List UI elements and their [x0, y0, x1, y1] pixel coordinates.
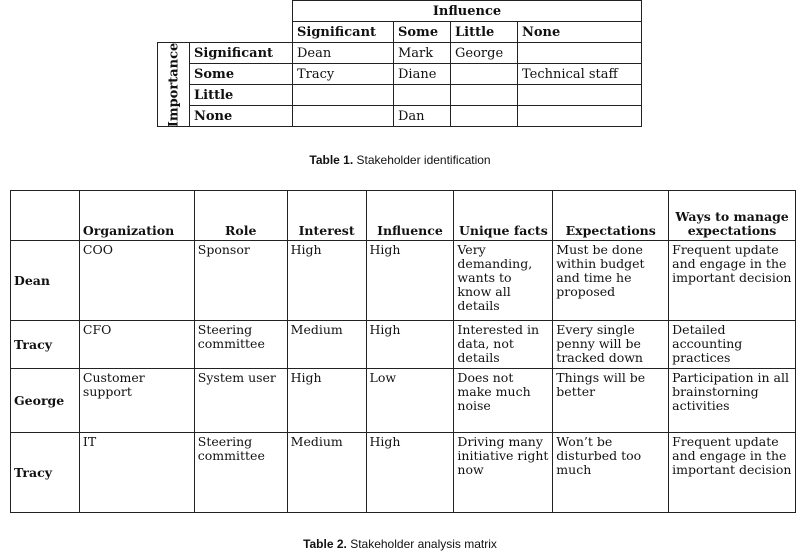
influence-col-none: None — [518, 22, 642, 43]
table-cell: IT — [79, 433, 194, 513]
table-cell: COO — [79, 241, 194, 321]
table-cell: High — [366, 321, 454, 369]
table-cell — [451, 64, 518, 85]
table-cell: Tracy — [293, 64, 394, 85]
importance-row-label: Significant — [190, 43, 293, 64]
table-row — [11, 241, 796, 321]
column-header: Expectations — [553, 191, 669, 241]
table-cell: System user — [194, 369, 287, 433]
table-row — [158, 64, 642, 85]
table2-caption: Table 2. Stakeholder analysis matrix — [303, 537, 497, 551]
table-cell: Mark — [394, 43, 451, 64]
table-cell: Does not make much noise — [454, 369, 553, 433]
table-row — [11, 321, 796, 369]
table-cell: Customer support — [79, 369, 194, 433]
table-cell: High — [366, 433, 454, 513]
table-cell: Dean — [293, 43, 394, 64]
influence-col-some: Some — [394, 22, 451, 43]
influence-col-little: Little — [451, 22, 518, 43]
stakeholder-name: Dean — [11, 241, 80, 321]
column-header — [11, 191, 80, 241]
stakeholder-name: Tracy — [11, 433, 80, 513]
column-header: Role — [194, 191, 287, 241]
table-cell: Participation in all brainstorning activities — [669, 369, 796, 433]
table-cell: High — [366, 241, 454, 321]
table-cell: High — [287, 369, 366, 433]
table-cell: Interested in data, not details — [454, 321, 553, 369]
table-cell — [518, 43, 642, 64]
column-header: Interest — [287, 191, 366, 241]
header-row — [11, 191, 796, 241]
stakeholder-name: George — [11, 369, 80, 433]
table-cell: Sponsor — [194, 241, 287, 321]
table-cell: George — [451, 43, 518, 64]
table-cell: High — [287, 241, 366, 321]
table-cell — [293, 85, 394, 106]
table-row — [158, 106, 642, 127]
importance-row-label: Little — [190, 85, 293, 106]
column-header: Ways to manage expectations — [669, 191, 796, 241]
importance-row-label: None — [190, 106, 293, 127]
table-cell: Steering committee — [194, 433, 287, 513]
table-cell — [451, 85, 518, 106]
table-row — [11, 369, 796, 433]
table-cell: Medium — [287, 433, 366, 513]
influence-col-significant: Significant — [293, 22, 394, 43]
table-cell: Won’t be disturbed too much — [553, 433, 669, 513]
table1-caption: Table 1. Stakeholder identification — [309, 153, 491, 167]
table-cell: Diane — [394, 64, 451, 85]
table-cell: Low — [366, 369, 454, 433]
table-cell: Frequent update and engage in the important decision — [669, 241, 796, 321]
table-cell: Very demanding, wants to know all details — [454, 241, 553, 321]
table-row — [11, 433, 796, 513]
table-cell: Steering committee — [194, 321, 287, 369]
importance-row-label: Some — [190, 64, 293, 85]
table-cell — [293, 106, 394, 127]
stakeholder-analysis-matrix — [10, 190, 796, 513]
column-header: Organization — [79, 191, 194, 241]
column-header: Unique facts — [454, 191, 553, 241]
table-cell — [518, 85, 642, 106]
table-cell: Must be done within budget and time he proposed — [553, 241, 669, 321]
column-header: Influence — [366, 191, 454, 241]
table-cell: Detailed accounting practices — [669, 321, 796, 369]
table-cell — [518, 106, 642, 127]
influence-header: Influence — [293, 1, 642, 22]
table-row — [158, 85, 642, 106]
table-cell: Frequent update and engage in the important decision — [669, 433, 796, 513]
table-cell: Medium — [287, 321, 366, 369]
table-cell: Dan — [394, 106, 451, 127]
table-cell — [451, 106, 518, 127]
stakeholder-name: Tracy — [11, 321, 80, 369]
table-cell: CFO — [79, 321, 194, 369]
importance-header: Importance — [158, 43, 190, 127]
table-cell: Technical staff — [518, 64, 642, 85]
table-cell: Driving many initiative right now — [454, 433, 553, 513]
table-row — [158, 43, 642, 64]
table-cell: Things will be better — [553, 369, 669, 433]
stakeholder-identification-table — [157, 0, 642, 127]
table-cell — [394, 85, 451, 106]
table-cell: Every single penny will be tracked down — [553, 321, 669, 369]
